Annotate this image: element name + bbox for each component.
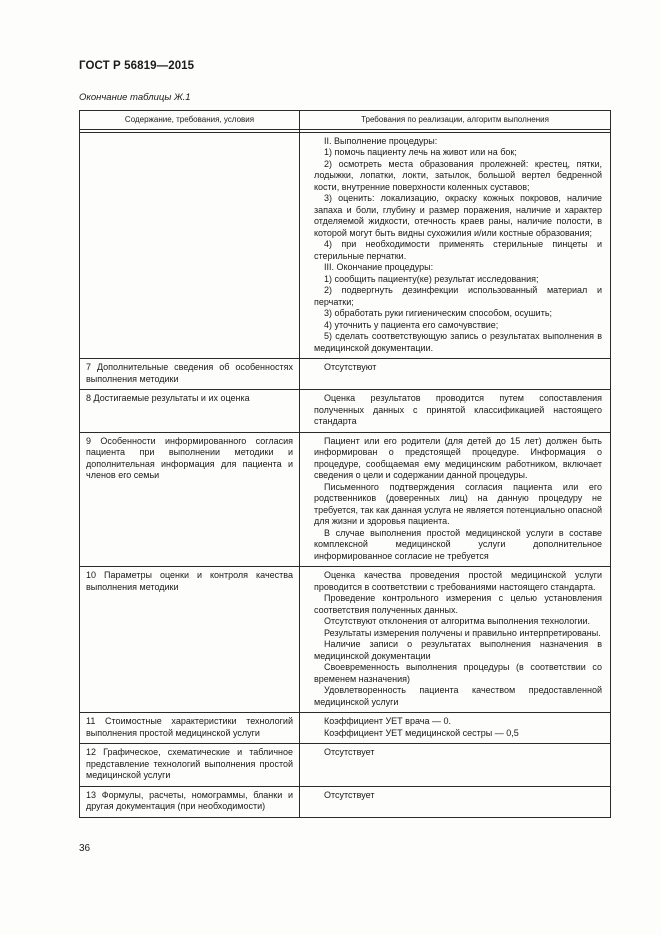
requirement-paragraph: Отсутствует (324, 789, 375, 800)
procedure-step: 3) оценить: локализацию, окраску кожных покровов, наличие запаха и боли, глубину и размер поражения, наличие и характер отделяемой жидкости, отечность краев раны, наличие полости, в которой могут быть видны сухожилия и/или костные образования; (314, 193, 602, 238)
procedure-step: 2) осмотреть места образования пролежней: крестец, пятки, лодыжки, лопатки, локти, затылок, большой вертел бедренной кости, внутренние поверхности коленных суставов; (314, 158, 602, 192)
procedure-step: III. Окончание процедуры: (324, 262, 434, 272)
row-right-cell (300, 786, 611, 817)
requirement-paragraph: Наличие записи о результатах выполнения назначения в медицинской документации (314, 639, 602, 661)
procedure-step: 5) сделать соответствующую запись о результатах выполнения в медицинской документации. (314, 331, 602, 353)
row-left-cell: 11 Стоимостные характеристики технологий выполнения простой медицинской услуги (80, 713, 300, 744)
table-row (80, 786, 611, 817)
requirement-paragraph: Пациент или его родители (для детей до 15 лет) должен быть информирован о предстоящей процедуре. Информация о процедуре, сообщаемая ему медицинским работником, включает сведения о цели и содержании данной процедуры. (314, 435, 602, 480)
table-header-row (80, 111, 611, 130)
requirement-paragraph: Проведение контрольного измерения с целью установления соответствия полученных данных. (314, 593, 602, 615)
table-row (80, 390, 611, 433)
requirement-paragraph: Коэффициент УЕТ врача — 0. (324, 716, 451, 726)
row-right-cell (300, 713, 611, 744)
page-number: 36 (79, 843, 91, 854)
table-row (80, 713, 611, 744)
column-header-content: Содержание, требования, условия (80, 111, 300, 130)
row-right-cell (300, 359, 611, 390)
requirement-paragraph: Своевременность выполнения процедуры (в соответствии со временем назначения) (314, 662, 602, 684)
row-left-cell: 13 Формулы, расчеты, номограммы, бланки и другая документация (при необходимости) (80, 786, 300, 817)
requirement-paragraph: Отсутствует (324, 747, 375, 757)
row-right-cell (300, 744, 611, 787)
row-right-cell (300, 132, 611, 359)
requirement-paragraph: Оценка результатов проводится путем сопоставления полученных данных с принятой классификацией настоящего стандарта (314, 393, 602, 426)
procedure-step: 4) при необходимости применять стерильные пинцеты и стерильные перчатки. (314, 239, 602, 261)
requirement-paragraph: Отсутствуют (324, 362, 377, 372)
table-row (80, 567, 611, 713)
row-left-cell: 9 Особенности информированного согласия пациента при выполнении методики и дополнительная информация для пациента и членов его семьи (80, 432, 300, 567)
row-left-cell: 12 Графическое, схематические и табличное представление технологий выполнения простой медицинской услуги (80, 744, 300, 787)
requirement-paragraph: Письменного подтверждения согласия пациента или его родственников (доверенных лиц) на данную процедуру не требуется, так как данная услуга не является потенциально опасной для жизни и здоровья пациента. (314, 481, 602, 526)
row-left-cell: 8 Достигаемые результаты и их оценка (80, 390, 300, 433)
row-right-cell (300, 390, 611, 433)
procedure-step: 1) помочь пациенту лечь на живот или на бок; (324, 147, 517, 157)
requirements-table (79, 110, 611, 818)
requirement-paragraph: Удовлетворенность пациента качеством предоставленной медицинской услуги (314, 685, 602, 707)
table-row (80, 432, 611, 567)
column-header-requirements: Требования по реализации, алгоритм выполнения (300, 111, 611, 130)
table-row (80, 132, 611, 359)
requirement-paragraph: Результаты измерения получены и правильно интерпретированы. (324, 627, 601, 638)
row-right-cell (300, 432, 611, 567)
procedure-step: 3) обработать руки гигиеническим способом, осушить; (324, 308, 553, 318)
requirement-paragraph: Оценка качества проведения простой медицинской услуги проводится в соответствии с требованиями настоящего стандарта. (314, 570, 602, 592)
procedure-step: II. Выполнение процедуры: (324, 135, 438, 146)
row-left-cell (80, 132, 300, 359)
requirement-paragraph: Коэффициент УЕТ медицинской сестры — 0,5 (324, 727, 519, 738)
requirement-paragraph: В случае выполнения простой медицинской услуги в составе комплексной медицинской услуги дополнительное информированное согласие не требуется (314, 527, 602, 561)
procedure-step: 1) сообщить пациенту(ке) результат исследования; (324, 273, 539, 284)
requirement-paragraph: Отсутствуют отклонения от алгоритма выполнения технологии. (324, 616, 591, 626)
row-right-cell (300, 567, 611, 713)
procedure-step: 4) уточнить у пациента его самочувствие; (324, 319, 499, 330)
table-row (80, 359, 611, 390)
row-left-cell: 7 Дополнительные сведения об особенностях выполнения методики (80, 359, 300, 390)
table-row (80, 744, 611, 787)
procedure-step: 2) подвергнуть дезинфекции использованный материал и перчатки; (314, 285, 602, 307)
standard-header: ГОСТ Р 56819—2015 (79, 60, 195, 72)
table-caption: Окончание таблицы Ж.1 (79, 92, 191, 103)
row-left-cell: 10 Параметры оценки и контроля качества выполнения методики (80, 567, 300, 713)
